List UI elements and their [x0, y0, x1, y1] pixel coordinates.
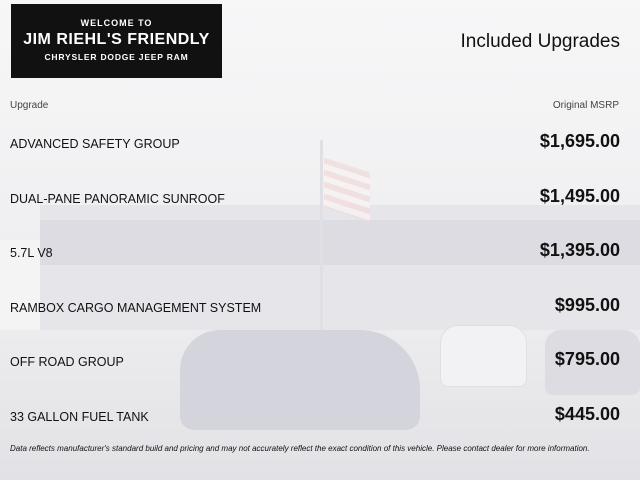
column-header-msrp: Original MSRP	[552, 100, 619, 111]
upgrade-price: $995.00	[554, 294, 620, 315]
upgrade-name: RAMBOX CARGO MANAGEMENT SYSTEM	[10, 300, 262, 315]
upgrade-name: ADVANCED SAFETY GROUP	[10, 137, 180, 151]
column-header-upgrade: Upgrade	[10, 100, 49, 111]
upgrade-price: $1,495.00	[539, 185, 620, 206]
list-item	[0, 224, 640, 279]
upgrade-price: $1,695.00	[539, 131, 620, 151]
page-title: Included Upgrades	[460, 31, 620, 52]
list-item	[0, 333, 640, 388]
upgrade-name: OFF ROAD GROUP	[10, 355, 124, 370]
list-item	[0, 115, 640, 170]
upgrade-price: $795.00	[554, 349, 620, 370]
upgrade-price: $1,395.00	[539, 240, 620, 261]
list-item	[0, 279, 640, 334]
upgrade-name: 5.7L V8	[10, 246, 53, 261]
list-item	[0, 388, 640, 443]
upgrades-list	[0, 115, 640, 443]
upgrade-name: 33 GALLON FUEL TANK	[10, 409, 149, 424]
upgrade-price: $445.00	[554, 403, 620, 424]
logo-line-3: CHRYSLER DODGE JEEP RAM	[44, 52, 189, 62]
list-item	[0, 170, 640, 225]
dealer-logo	[11, 4, 222, 78]
upgrade-name: DUAL-PANE PANORAMIC SUNROOF	[10, 191, 225, 206]
logo-line-1: WELCOME TO	[80, 18, 153, 28]
logo-line-2: JIM RIEHL'S FRIENDLY	[23, 31, 210, 48]
disclaimer-text: Data reflects manufacturer's standard build and pricing and may not accurately reflect the exact condition of this vehicle. Please contact dealer for more information.	[10, 444, 590, 453]
